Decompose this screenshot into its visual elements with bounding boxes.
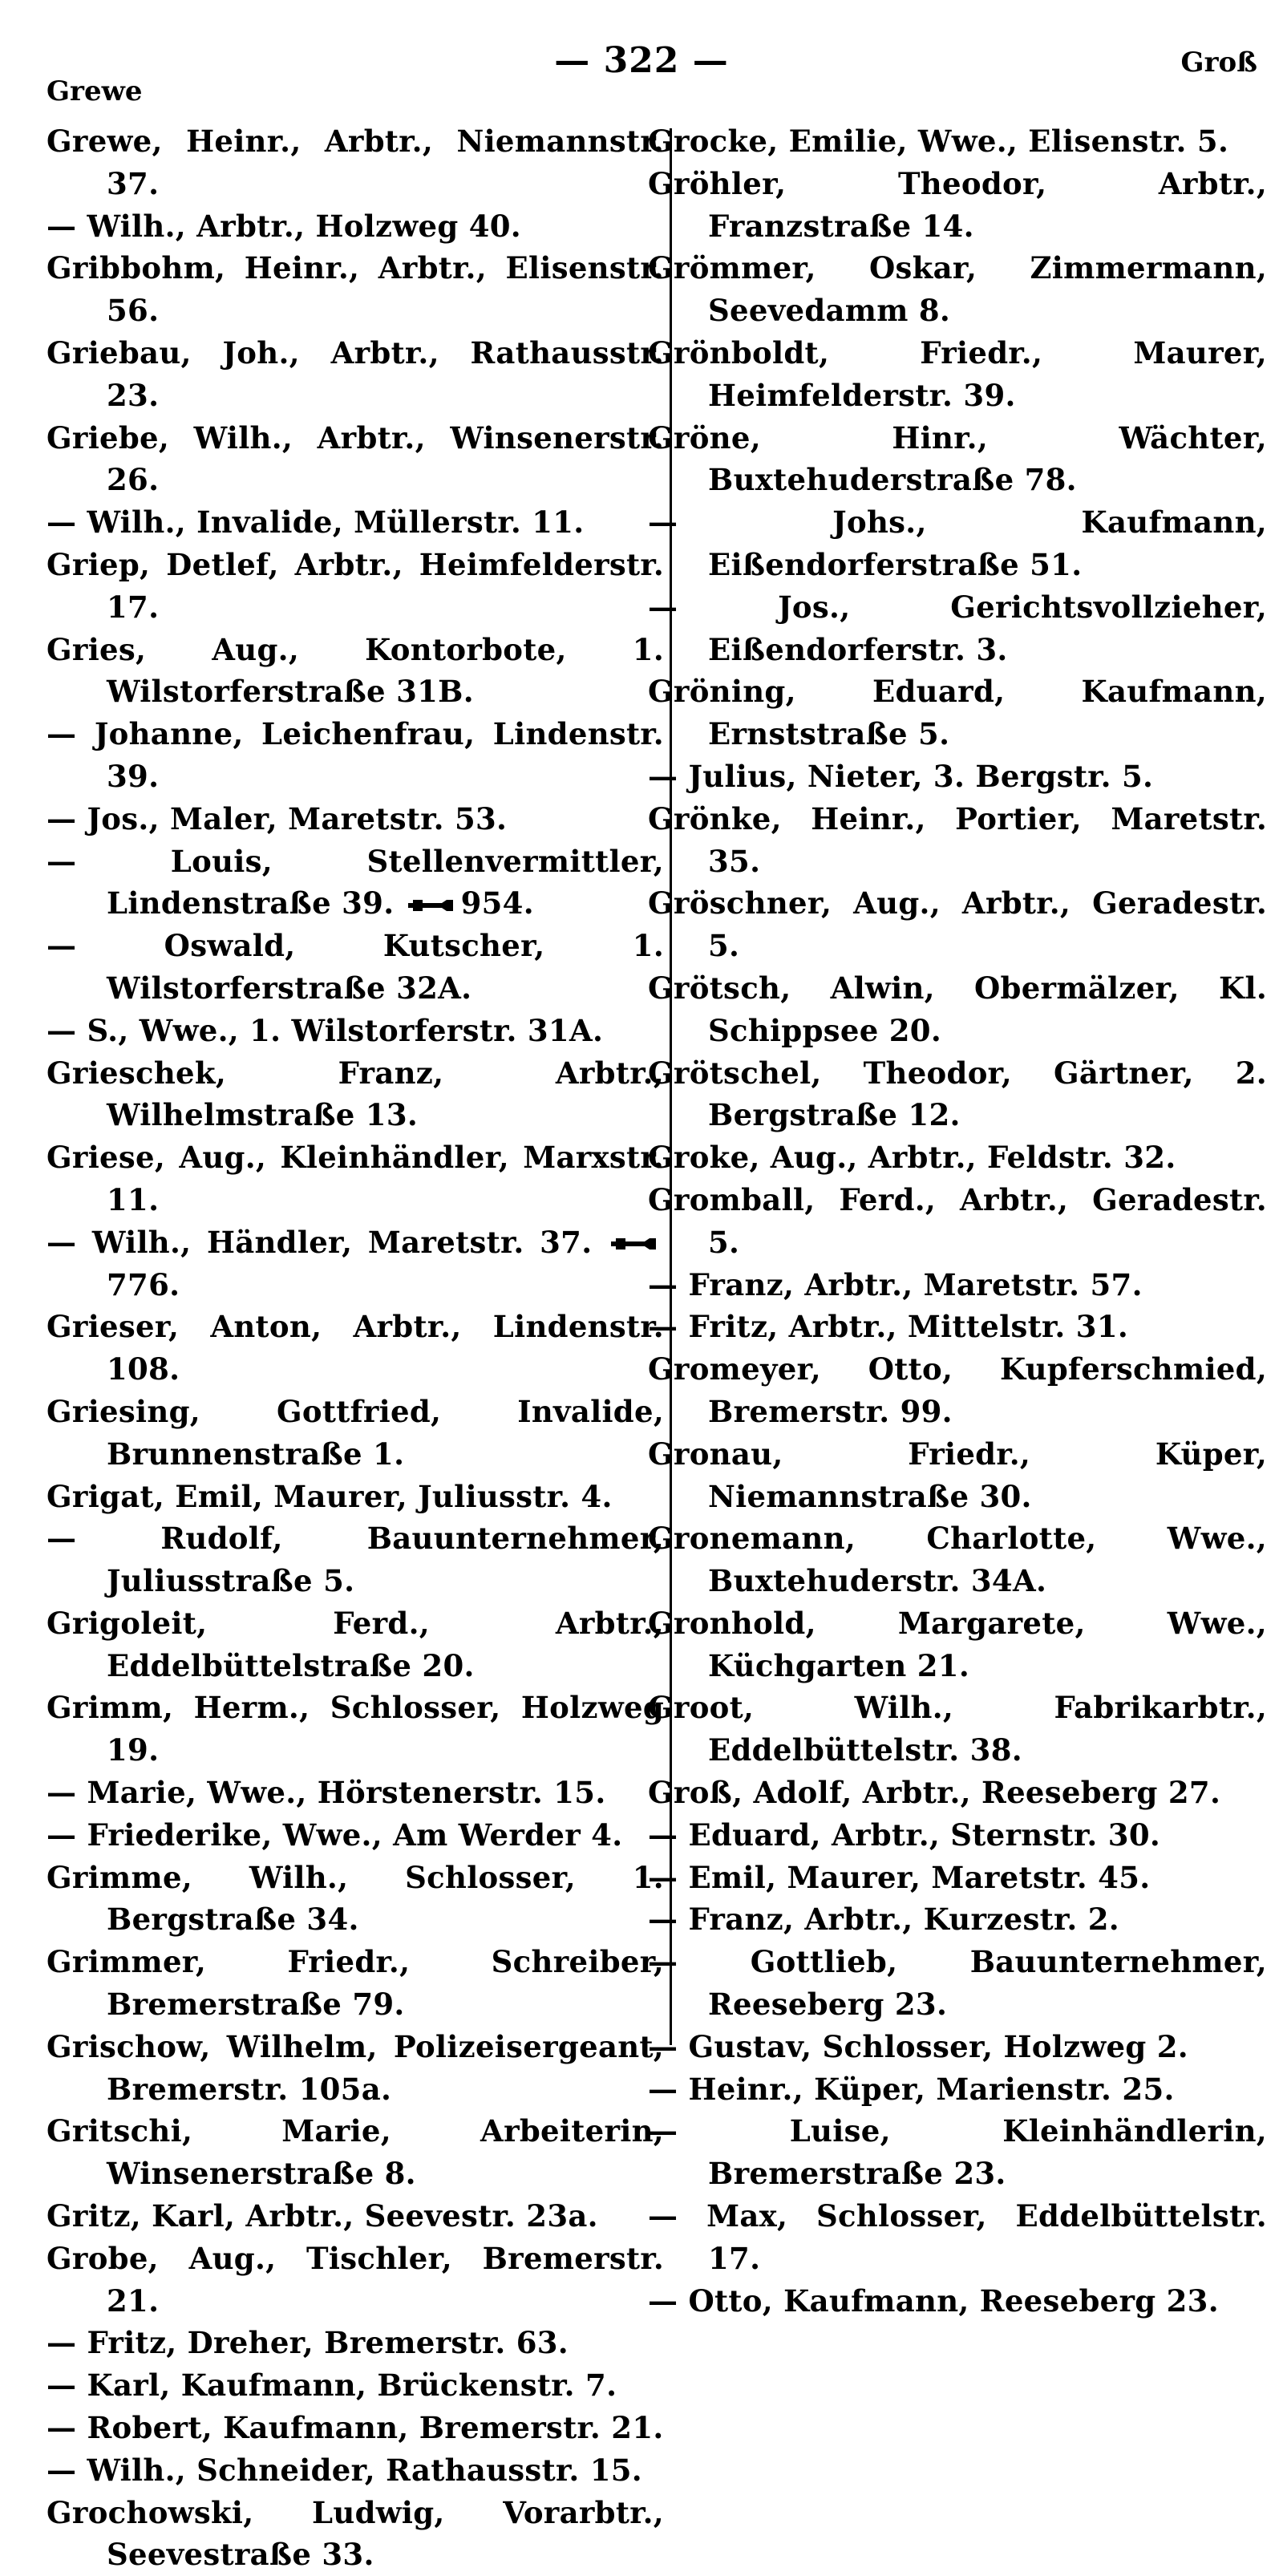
directory-entry (648, 417, 1267, 502)
directory-entry (47, 417, 664, 502)
entry-text: — Oswald, Kutscher, 1. Wilstorferstraße 32A. (47, 928, 664, 1006)
entry-text: — Jos., Gerichtsvollzieher, Eißendorferstr. 3. (648, 589, 1267, 667)
entry-text: Gröhler, Theodor, Arbtr., Franzstraße 14. (648, 165, 1267, 244)
entry-text: Grimmer, Friedr., Schreiber, Bremerstraße 79. (47, 1944, 664, 2023)
directory-entry (648, 1772, 1267, 1814)
directory-entry (47, 840, 664, 925)
entry-text: Grigoleit, Ferd., Arbtr., Eddelbüttelstraße 20. (47, 1605, 664, 1683)
directory-entry (47, 2407, 664, 2449)
directory-entry (648, 332, 1267, 417)
directory-entry (47, 332, 664, 417)
entry-text: Grönke, Heinr., Portier, Maretstr. 35. (648, 800, 1267, 879)
directory-entry (47, 925, 664, 1010)
entry-text: — Johs., Kaufmann, Eißendorferstraße 51. (648, 504, 1267, 582)
directory-entry (648, 755, 1267, 798)
directory-entry (47, 1857, 664, 1942)
entry-text: — Wilh., Invalide, Müllerstr. 11. (47, 504, 585, 541)
entry-text: Gromeyer, Otto, Kupferschmied, Bremerstr. 99. (648, 1351, 1267, 1429)
directory-entry (47, 1476, 664, 1518)
entry-text: — Marie, Wwe., Hörstenerstr. 15. (47, 1775, 606, 1811)
directory-entry (648, 2026, 1267, 2068)
entry-text: Grieschek, Franz, Arbtr., Wilhelmstraße 13. (47, 1055, 664, 1133)
entry-text: — Johanne, Leichenfrau, Lindenstr. 39. (47, 716, 664, 794)
entry-text: — Franz, Arbtr., Maretstr. 57. (648, 1266, 1143, 1302)
directory-entry (648, 798, 1267, 883)
entry-text: Gronemann, Charlotte, Wwe., Buxtehuderstr. 34A. (648, 1521, 1267, 1599)
directory-entry (47, 205, 664, 248)
left-column (47, 120, 664, 2573)
entry-text: — Robert, Kaufmann, Bremerstr. 21. (47, 2410, 664, 2446)
entry-text: — Max, Schlosser, Eddelbüttelstr. 17. (648, 2198, 1267, 2276)
directory-entry (648, 1306, 1267, 1348)
directory-entry (648, 247, 1267, 332)
directory-entry (47, 2238, 664, 2323)
entry-text: Grocke, Emilie, Wwe., Elisenstr. 5. (648, 124, 1229, 159)
entry-text: Gritschi, Marie, Arbeiterin, Winsenerstraße 8. (47, 2113, 664, 2192)
directory-entry (47, 247, 664, 332)
entry-text: — Wilh., Händler, Maretstr. 37. (47, 1224, 593, 1260)
directory-entry (648, 1941, 1267, 2026)
entry-text: Grötsch, Alwin, Obermälzer, Kl. Schippsee 20. (648, 970, 1267, 1048)
entry-text: Griesing, Gottfried, Invalide, Brunnenstraße 1. (47, 1393, 664, 1472)
directory-entry (648, 2110, 1267, 2195)
entry-text: Griep, Detlef, Arbtr., Heimfelderstr. 17. (47, 546, 664, 625)
directory-entry (648, 2195, 1267, 2280)
entry-text: Grochowski, Ludwig, Vorarbtr., Seevestraße 33. (47, 2494, 664, 2573)
directory-entry (648, 1264, 1267, 1306)
directory-entry (47, 2364, 664, 2407)
entry-text: — Franz, Arbtr., Kurzestr. 2. (648, 1902, 1119, 1938)
directory-entry (648, 501, 1267, 586)
entry-text: Gritz, Karl, Arbtr., Seevestr. 23a. (47, 2198, 598, 2234)
entry-text: — Fritz, Arbtr., Mittelstr. 31. (648, 1309, 1129, 1345)
entry-text: Griebe, Wilh., Arbtr., Winsenerstr. 26. (47, 419, 664, 498)
directory-entry (47, 2026, 664, 2111)
directory-entry (648, 1857, 1267, 1899)
entry-text: Grömmer, Oskar, Zimmermann, Seevedamm 8. (648, 250, 1267, 329)
entry-text: — Wilh., Schneider, Rathausstr. 15. (47, 2452, 642, 2488)
directory-entry (47, 629, 664, 714)
entry-text: Griebau, Joh., Arbtr., Rathausstr. 23. (47, 334, 664, 413)
directory-entry (47, 1010, 664, 1052)
directory-entry (47, 713, 664, 798)
directory-entry (47, 1772, 664, 1814)
entry-text: — Julius, Nieter, 3. Bergstr. 5. (648, 758, 1154, 794)
entry-text: — Gottlieb, Bauunternehmer, Reeseberg 23. (648, 1944, 1267, 2023)
entry-text: Gribbohm, Heinr., Arbtr., Elisenstr. 56. (47, 250, 664, 329)
entry-text: Grobe, Aug., Tischler, Bremerstr. 21. (47, 2240, 664, 2319)
directory-entry (47, 2110, 664, 2195)
entry-text: — Fritz, Dreher, Bremerstr. 63. (47, 2325, 569, 2361)
directory-entry (648, 882, 1267, 967)
directory-entry (648, 1602, 1267, 1687)
phone-number: 954. (460, 885, 534, 921)
entry-text: — S., Wwe., 1. Wilstorferstr. 31A. (47, 1012, 604, 1048)
entry-text: Grimm, Herm., Schlosser, Holzweg 19. (47, 1690, 664, 1768)
directory-entry (648, 1052, 1267, 1137)
entry-text: — Louis, Stellenvermittler, Lindenstraße 39. (47, 843, 664, 921)
page-number: — 322 — (554, 40, 729, 81)
entry-text: Gromball, Ferd., Arbtr., Geradestr. 5. (648, 1181, 1267, 1260)
directory-entry (648, 1814, 1267, 1857)
phone-number: 776. (107, 1266, 180, 1302)
entry-text: Gronhold, Margarete, Wwe., Küchgarten 21. (648, 1605, 1267, 1683)
entry-text: Groß, Adolf, Arbtr., Reeseberg 27. (648, 1775, 1221, 1811)
directory-entry (47, 2492, 664, 2576)
entry-text: — Emil, Maurer, Maretstr. 45. (648, 1859, 1151, 1895)
directory-entry (648, 1348, 1267, 1433)
entry-text: Grischow, Wilhelm, Polizeisergeant, Bremerstr. 105a. (47, 2028, 664, 2107)
directory-entry (47, 120, 664, 205)
directory-entry (47, 1517, 664, 1602)
directory-entry (47, 544, 664, 629)
running-head-left: Grewe (47, 75, 143, 107)
directory-entry (648, 1433, 1267, 1518)
page-header (0, 0, 1283, 120)
entry-text: Griese, Aug., Kleinhändler, Marxstr. 11. (47, 1140, 664, 1217)
entry-text: — Luise, Kleinhändlerin, Bremerstraße 23. (648, 2113, 1267, 2192)
directory-entry (648, 1898, 1267, 1941)
directory-entry (648, 670, 1267, 755)
directory-entry (648, 586, 1267, 671)
entry-text: — Heinr., Küper, Marienstr. 25. (648, 2071, 1175, 2107)
entry-text: — Eduard, Arbtr., Sternstr. 30. (648, 1817, 1161, 1853)
directory-entry (47, 1306, 664, 1391)
entry-text: Gröne, Hinr., Wächter, Buxtehuderstraße 78. (648, 419, 1267, 498)
entry-text: — Karl, Kaufmann, Brückenstr. 7. (47, 2367, 617, 2404)
entry-text: Groke, Aug., Arbtr., Feldstr. 32. (648, 1140, 1176, 1176)
entry-text: — Jos., Maler, Maretstr. 53. (47, 800, 508, 836)
directory-entry (47, 1221, 664, 1306)
entry-text: Grigat, Emil, Maurer, Juliusstr. 4. (47, 1478, 613, 1514)
entry-text: Gröning, Eduard, Kaufmann, Ernststraße 5. (648, 674, 1267, 752)
directory-entry (47, 798, 664, 840)
directory-entry (47, 1941, 664, 2026)
directory-entry (47, 1052, 664, 1137)
entry-text: Grieser, Anton, Arbtr., Lindenstr. 108. (47, 1309, 664, 1387)
directory-entry (648, 120, 1267, 163)
directory-entry (47, 1814, 664, 1857)
directory-entry (47, 2322, 664, 2364)
directory-entry (648, 1179, 1267, 1264)
entry-text: Grewe, Heinr., Arbtr., Niemannstr. 37. (47, 124, 664, 201)
directory-entry (648, 2280, 1267, 2323)
entry-text: — Wilh., Arbtr., Holzweg 40. (47, 208, 521, 244)
directory-entry (47, 1602, 664, 1687)
directory-entry (47, 1136, 664, 1221)
directory-entry (648, 1687, 1267, 1772)
directory-entry (47, 2195, 664, 2238)
entry-text: Gröschner, Aug., Arbtr., Geradestr. 5. (648, 885, 1267, 964)
directory-entry (648, 163, 1267, 248)
entry-text: Groot, Wilh., Fabrikarbtr., Eddelbüttelstr. 38. (648, 1690, 1267, 1768)
entry-text: Grönboldt, Friedr., Maurer, Heimfelderstr. 39. (648, 334, 1267, 413)
entry-text: — Gustav, Schlosser, Holzweg 2. (648, 2028, 1188, 2064)
entry-text: — Otto, Kaufmann, Reeseberg 23. (648, 2282, 1219, 2319)
running-head-right: Groß (1180, 47, 1257, 79)
directory-entry (648, 967, 1267, 1052)
right-column (648, 120, 1267, 2319)
entry-text: Grötschel, Theodor, Gärtner, 2. Bergstraße 12. (648, 1055, 1267, 1133)
directory-entry (47, 1687, 664, 1772)
directory-entry (648, 1136, 1267, 1179)
telephone-icon (407, 895, 455, 917)
directory-entry (648, 1517, 1267, 1602)
entry-text: — Rudolf, Bauunternehmer, Juliusstraße 5. (47, 1521, 664, 1599)
directory-entry (47, 501, 664, 544)
directory-entry (648, 2068, 1267, 2111)
entry-text: — Friederike, Wwe., Am Werder 4. (47, 1817, 623, 1853)
directory-entry (47, 2449, 664, 2492)
entry-text: Gries, Aug., Kontorbote, 1. Wilstorferstraße 31B. (47, 631, 664, 710)
directory-entry (47, 1391, 664, 1476)
entry-text: Gronau, Friedr., Küper, Niemannstraße 30. (648, 1436, 1267, 1514)
entry-text: Grimme, Wilh., Schlosser, 1. Bergstraße 34. (47, 1859, 664, 1938)
